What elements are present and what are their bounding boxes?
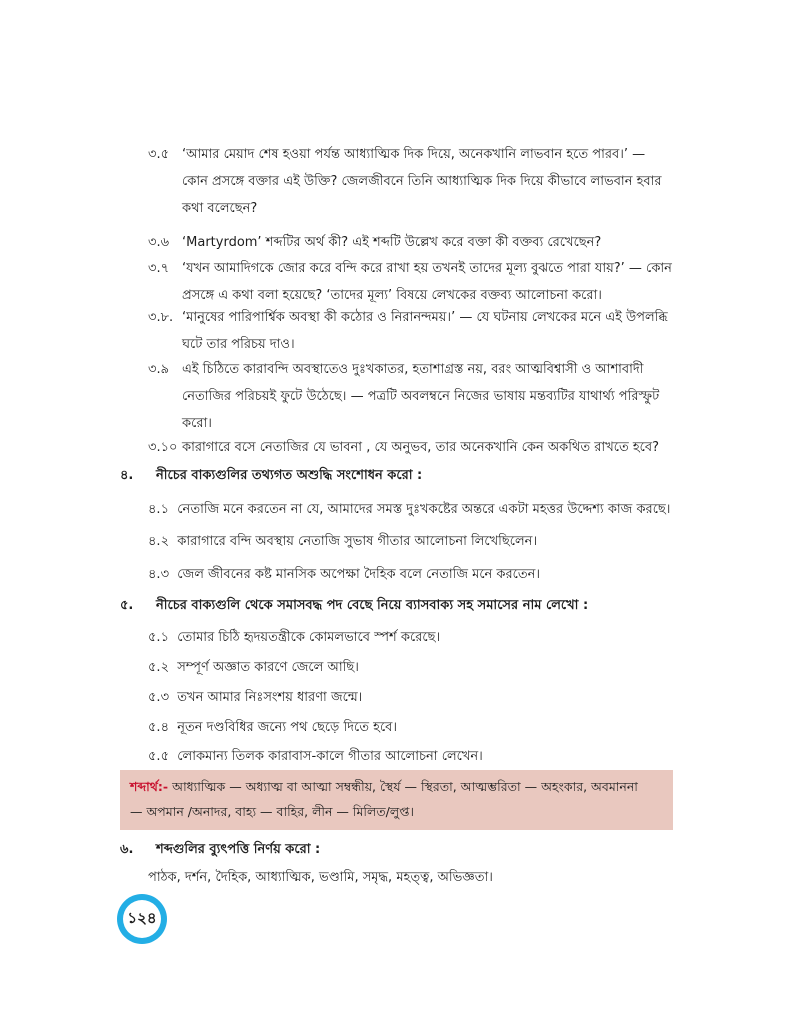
item-number: ৫.৫ bbox=[148, 749, 170, 764]
item-number: ৪.১ bbox=[148, 502, 170, 517]
question-3-6 bbox=[148, 229, 688, 256]
section-4-heading bbox=[120, 464, 422, 488]
section-6-heading bbox=[120, 838, 320, 862]
question-3-5 bbox=[148, 141, 688, 222]
glossary-box bbox=[120, 770, 673, 830]
question-3-10 bbox=[148, 434, 688, 461]
question-number: ৩.১০ bbox=[148, 440, 178, 455]
section-4-item bbox=[148, 530, 537, 554]
item-number: ৫.১ bbox=[148, 630, 170, 645]
page-number-badge bbox=[117, 894, 167, 944]
section-heading-text: শব্দগুলির ব্যুৎপত্তি নির্ণয় করো : bbox=[156, 842, 321, 857]
question-text-line: নেতাজির পরিচয়ই ফুটে উঠেছে। — পত্রটি অবলম্বনে নিজের ভাষায় মন্তব্যটির যাথার্থ্য পরিস্ফুট bbox=[182, 389, 660, 404]
section-heading-text: নীচের বাক্যগুলির তথ্যগত অশুদ্ধি সংশোধন করো : bbox=[156, 468, 423, 483]
question-3-8 bbox=[148, 304, 688, 358]
section-6-words: পাঠক, দর্শন, দৈহিক, আধ্যাত্মিক, ভণ্ডামি, সমৃদ্ধ, মহত্ত্ব, অভিজ্ঞতা। bbox=[148, 870, 493, 885]
item-number: ৪.৩ bbox=[148, 567, 170, 582]
section-5-item bbox=[148, 686, 362, 710]
item-text: তোমার চিঠি হৃদয়তন্ত্রীকে কোমলভাবে স্পর্শ করেছে। bbox=[177, 630, 441, 645]
section-4-item bbox=[148, 563, 540, 587]
item-number: ৫.২ bbox=[148, 660, 170, 675]
section-5-heading bbox=[120, 594, 588, 618]
section-4-item bbox=[148, 498, 670, 522]
section-5-item bbox=[148, 745, 483, 769]
section-5-item bbox=[148, 716, 397, 740]
question-text-line: কথা বলেছেন? bbox=[182, 201, 258, 216]
question-number: ৩.৫ bbox=[148, 147, 170, 162]
question-text-line: কারাগারে বসে নেতাজির যে ভাবনা , যে অনুভব, তার অনেকখানি কেন অকথিত রাখতে হবে? bbox=[182, 440, 660, 455]
question-number: ৩.৬ bbox=[148, 235, 170, 250]
item-number: ৫.৪ bbox=[148, 720, 170, 735]
item-text: নূতন দণ্ডবিধির জন্যে পথ ছেড়ে দিতে হবে। bbox=[177, 720, 398, 735]
section-number: ৪. bbox=[120, 468, 134, 483]
question-number: ৩.৭ bbox=[148, 261, 170, 276]
item-text: তখন আমার নিঃসংশয় ধারণা জন্মে। bbox=[177, 690, 363, 705]
question-text-line: ‘মানুষের পারিপার্শ্বিক অবস্থা কী কঠোর ও নিরানন্দময়।’ — যে ঘটনায় লেখকের মনে এই উপলব্ধি bbox=[182, 310, 668, 325]
question-text-line: ‘আমার মেয়াদ শেষ হওয়া পর্যন্ত আধ্যাত্মিক দিক দিয়ে, অনেকখানি লাভবান হতে পারব।’ — bbox=[182, 147, 646, 162]
question-text-line: প্রসঙ্গে এ কথা বলা হয়েছে? ‘তাদের মূল্য’ বিষয়ে লেখকের বক্তব্য আলোচনা করো। bbox=[182, 288, 602, 303]
item-text: লোকমান্য তিলক কারাবাস-কালে গীতার আলোচনা লেখেন। bbox=[177, 749, 483, 764]
item-text: নেতাজি মনে করতেন না যে, আমাদের সমস্ত দুঃখকষ্টের অন্তরে একটা মহত্তর উদ্দেশ্য কাজ করছে। bbox=[177, 502, 671, 517]
section-5-item bbox=[148, 626, 440, 650]
question-3-9 bbox=[148, 356, 688, 437]
question-number: ৩.৮. bbox=[148, 310, 174, 325]
question-3-7 bbox=[148, 255, 688, 309]
item-text: কারাগারে বন্দি অবস্থায় নেতাজি সুভাষ গীতার আলোচনা লিখেছিলেন। bbox=[177, 534, 538, 549]
question-text-line: এই চিঠিতে কারাবন্দি অবস্থাতেও দুঃখকাতর, হতাশাগ্রস্ত নয়, বরং আত্মবিশ্বাসী ও আশাবাদী bbox=[182, 362, 644, 377]
glossary-label: শব্দার্থ:- bbox=[130, 779, 169, 794]
question-text-line: ‘যখন আমাদিগকে জোর করে বন্দি করে রাখা হয় তখনই তাদের মূল্য বুঝতে পারা যায়?’ — কোন bbox=[182, 261, 672, 276]
item-text: সম্পূর্ণ অজ্ঞাত কারণে জেলে আছি। bbox=[177, 660, 359, 675]
item-text: জেল জীবনের কষ্ট মানসিক অপেক্ষা দৈহিক বলে নেতাজি মনে করতেন। bbox=[177, 567, 541, 582]
question-text-line: কোন প্রসঙ্গে বক্তার এই উক্তি? জেলজীবনে তিনি আধ্যাত্মিক দিক দিয়ে কীভাবে লাভবান হবার bbox=[182, 174, 662, 189]
question-text-line: ‘Martyrdom’ শব্দটির অর্থ কী? এই শব্দটি উল্লেখ করে বক্তা কী বক্তব্য রেখেছেন? bbox=[182, 235, 602, 250]
question-number: ৩.৯ bbox=[148, 362, 170, 377]
glossary-text: আধ্যাত্মিক — অধ্যাত্ম বা আত্মা সম্বন্ধীয়, স্থৈর্য — স্থিরতা, আত্মম্ভরিতা — অহংকার, অবমাননা bbox=[168, 779, 638, 794]
item-number: ৪.২ bbox=[148, 534, 170, 549]
section-heading-text: নীচের বাক্যগুলি থেকে সমাসবদ্ধ পদ বেছে নিয়ে ব্যাসবাক্য সহ সমাসের নাম লেখো : bbox=[156, 598, 589, 613]
item-number: ৫.৩ bbox=[148, 690, 170, 705]
section-number: ৫. bbox=[120, 598, 134, 613]
section-5-item bbox=[148, 656, 359, 680]
glossary-text: — অপমান /অনাদর, বাহ্য — বাহির, লীন — মিলিত/লুপ্ত। bbox=[130, 804, 414, 819]
question-text-line: করো। bbox=[182, 416, 212, 431]
question-text-line: ঘটে তার পরিচয় দাও। bbox=[182, 337, 295, 352]
page-number: ১২৪ bbox=[123, 900, 161, 938]
section-number: ৬. bbox=[120, 842, 134, 857]
